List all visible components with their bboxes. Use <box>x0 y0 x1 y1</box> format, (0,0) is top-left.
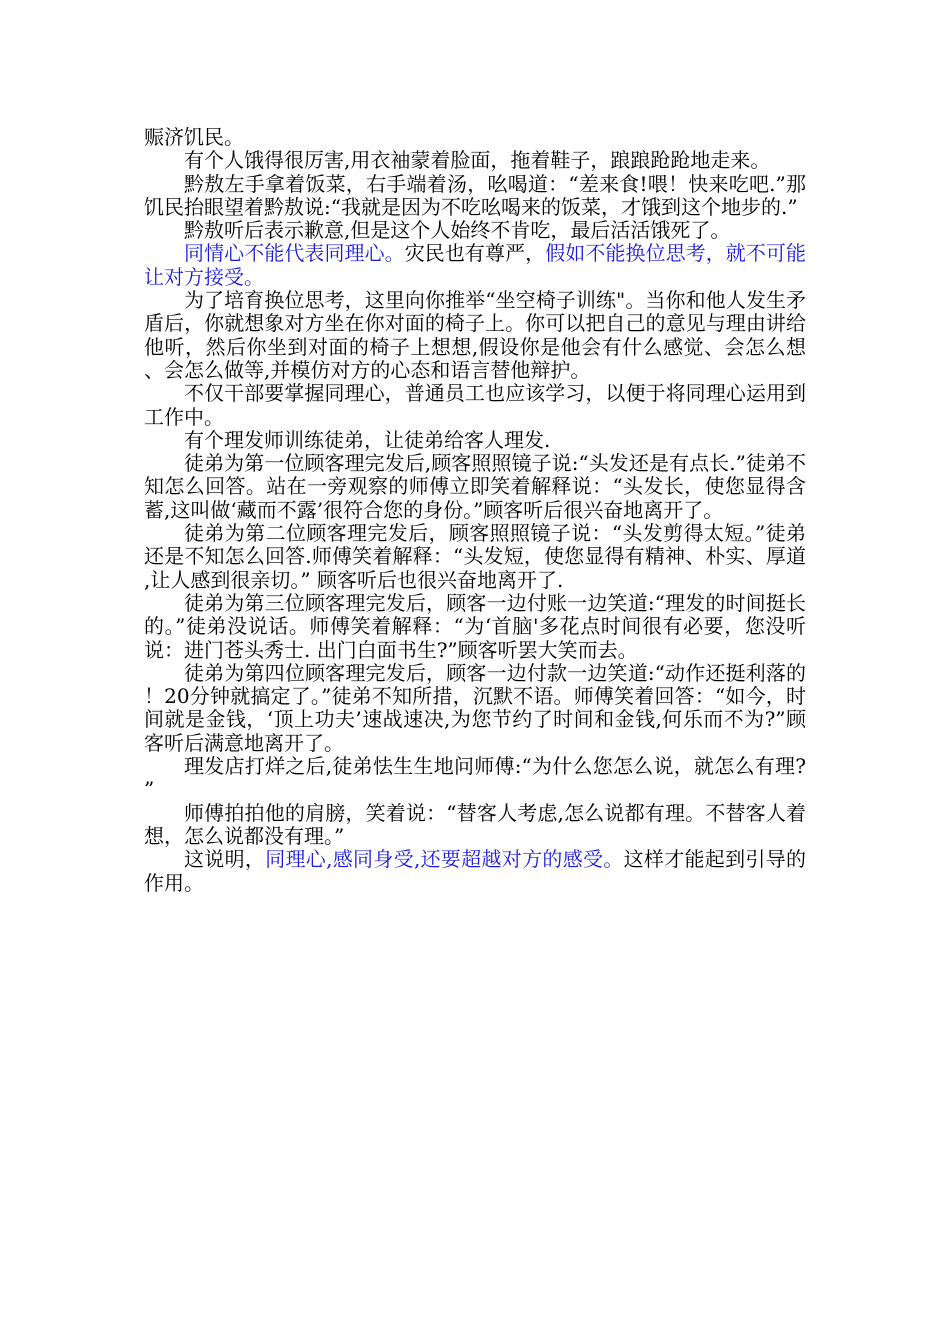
paragraph <box>144 522 806 592</box>
body-text: 徒弟为第四位顾客理完发后，顾客一边付款一边笑道:“动作还挺利落的！20分钟就搞定了。”徒弟不知所措，沉默不语。师傅笑着回答：“如今，时间就是金钱，‘顶上功夫’速战速决,为您节约了时间和金钱,何乐而不为?”顾客听后满意地离开了。 <box>144 660 806 755</box>
paragraph <box>144 452 806 522</box>
paragraph <box>144 173 806 220</box>
body-text: 有个人饿得很厉害,用衣袖蒙着脸面，拖着鞋子，踉踉跄跄地走来。 <box>184 148 771 173</box>
paragraph <box>144 755 806 802</box>
body-text: 徒弟为第二位顾客理完发后，顾客照照镜子说：“头发剪得太短。”徒弟还是不知怎么回答.师傅笑着解释：“头发短，使您显得有精神、朴实、厚道,让人感到很亲切。” 顾客听后也很兴奋地离开了. <box>144 521 806 592</box>
paragraph <box>144 219 806 242</box>
body-text: 这样才能起到引导的作用。 <box>144 847 807 895</box>
paragraph <box>144 802 806 849</box>
body-text: 灾民也有尊严， <box>404 241 546 266</box>
paragraph <box>144 242 806 289</box>
body-text: 这说明， <box>184 847 266 872</box>
paragraph <box>144 126 806 149</box>
paragraph <box>144 382 806 429</box>
paragraph <box>144 848 806 895</box>
body-text: 为了培育换位思考，这里向你推举“坐空椅子训练"。当你和他人发生矛盾后，你就想象对方坐在你对面的椅子上。你可以把自己的意见与理由讲给他听，然后你坐到对面的椅子上想想,假设你是他会有什么感觉、会怎么想、会怎么做等,并模仿对方的心态和语言替他辩护。 <box>144 288 806 382</box>
paragraph <box>144 592 806 662</box>
body-text: 不仅干部要掌握同理心，普通员工也应该学习，以便于将同理心运用到工作中。 <box>144 381 806 429</box>
body-text: 赈济饥民。 <box>144 125 244 149</box>
body-text: 徒弟为第一位顾客理完发后,顾客照照镜子说:“头发还是有点长.”徒弟不知怎么回答。站在一旁观察的师傅立即笑着解释说：“头发长，使您显得含蓄,这叫做‘藏而不露’很符合您的身份。”顾客听后很兴奋地离开了。 <box>144 451 806 522</box>
body-text: 黔敖听后表示歉意,但是这个人始终不肯吃，最后活活饿死了。 <box>184 218 731 243</box>
paragraph <box>144 429 806 452</box>
highlighted-text: 同情心不能代表同理心。 <box>184 241 405 266</box>
body-text: 黔敖左手拿着饭菜，右手端着汤，吆喝道：“差来食!喂！快来吃吧.”那饥民抬眼望着黔敖说:“我就是因为不吃吆喝来的饭菜，才饿到这个地步的.” <box>144 171 806 219</box>
body-text: 有个理发师训练徒弟，让徒弟给客人理发. <box>184 427 551 452</box>
paragraph <box>144 149 806 172</box>
document-body <box>144 126 806 895</box>
paragraph <box>144 289 806 382</box>
highlighted-text: 假如不能换位思考，就不可能让对方接受。 <box>144 241 807 289</box>
paragraph <box>144 662 806 755</box>
body-text: 徒弟为第三位顾客理完发后，顾客一边付账一边笑道:“理发的时间挺长的。”徒弟没说话。师傅笑着解释：“为‘首脑'多花点时间很有必要，您没听说：进门苍头秀士. 出门白面书生?”顾客听罢大笑而去。 <box>144 590 806 662</box>
body-text: 理发店打烊之后,徒弟怯生生地问师傅:“为什么您怎么说，就怎么有理?” <box>144 754 806 802</box>
body-text: 师傅拍拍他的肩膀，笑着说：“替客人考虑,怎么说都有理。不替客人着想，怎么说都没有理。” <box>144 800 806 848</box>
highlighted-text: 同理心,感同身受,还要超越对方的感受。 <box>265 847 624 872</box>
